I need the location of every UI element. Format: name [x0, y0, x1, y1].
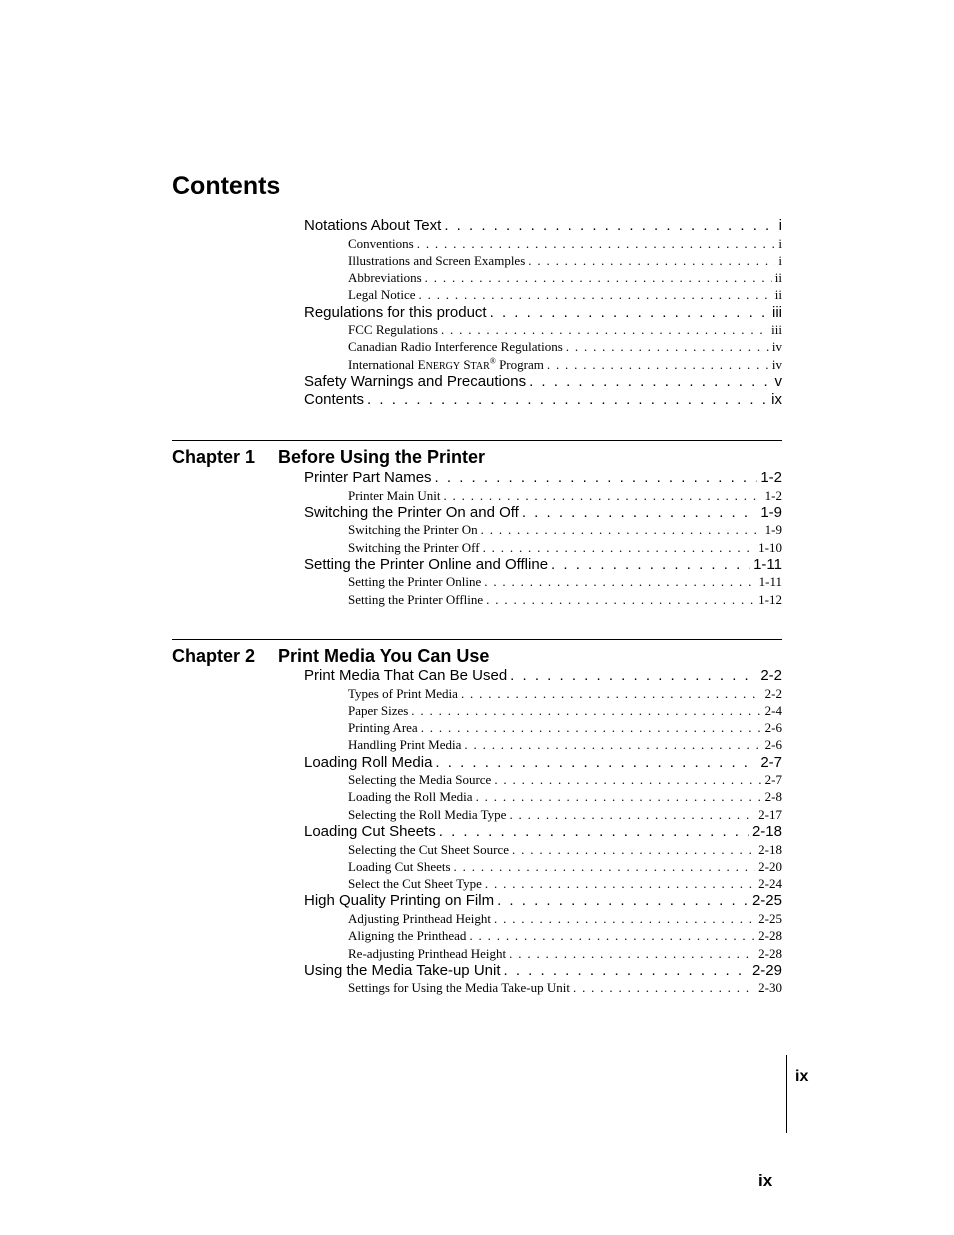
dot-leader: [522, 504, 757, 522]
toc-entry-title: Selecting the Media Source: [348, 772, 492, 788]
dot-leader: [494, 771, 761, 788]
chapter-1-rule: [172, 440, 782, 441]
dot-leader: [486, 591, 755, 608]
toc-entry-title: Loading Cut Sheets: [348, 858, 451, 874]
toc-entry-title: Selecting the Cut Sheet Source: [348, 841, 510, 857]
toc-page-number: 2-7: [760, 753, 782, 771]
toc-entry-title: Switching the Printer Off: [348, 539, 480, 555]
toc-page-number: i: [778, 252, 782, 268]
toc-page-number: 1-2: [764, 487, 782, 503]
toc-subentry[interactable]: [304, 591, 782, 608]
dot-leader: [529, 373, 771, 391]
chapter-2-number: Chapter 2: [172, 646, 256, 666]
dot-leader: [504, 962, 749, 980]
dot-leader: [573, 979, 755, 996]
dot-leader: [419, 286, 772, 303]
toc-page-number: ix: [771, 390, 782, 408]
toc-entry-title: Handling Print Media: [348, 737, 462, 753]
toc-entry-title: Illustrations and Screen Examples: [348, 252, 526, 268]
toc-entry-title: Print Media That Can Be Used: [304, 667, 508, 684]
toc-entry-title: Using the Media Take-up Unit: [304, 961, 501, 979]
toc-page-number: 2-25: [751, 892, 782, 910]
dot-leader: [454, 858, 756, 875]
toc-entry-title: Types of Print Media: [348, 685, 458, 701]
toc-subentry[interactable]: [304, 286, 782, 303]
toc-subentry[interactable]: [304, 736, 782, 753]
toc-entry[interactable]: [304, 823, 782, 841]
toc-page-number: ii: [774, 270, 782, 286]
toc-subentry[interactable]: [304, 521, 782, 538]
toc-page-number: iii: [772, 303, 782, 321]
toc-entry-title: Aligning the Printhead: [348, 928, 467, 944]
toc-subentry[interactable]: [304, 875, 782, 892]
toc-entry-title: Switching the Printer On and Off: [304, 503, 519, 521]
toc-entry-title: Adjusting Printhead Height: [348, 910, 491, 926]
toc-subentry[interactable]: [304, 573, 782, 590]
toc-subentry[interactable]: [304, 910, 782, 927]
dot-leader: [476, 788, 762, 805]
chapter-1-heading: [172, 447, 485, 468]
toc-entry[interactable]: [304, 962, 782, 980]
toc-page-number: 1-12: [758, 591, 782, 607]
toc-entry-title: Select the Cut Sheet Type: [348, 876, 482, 892]
toc-entry-title: Setting the Printer Online: [348, 574, 482, 590]
toc-page-number: 1-11: [758, 574, 782, 590]
toc-entry-title: Selecting the Roll Media Type: [348, 806, 507, 822]
dot-leader: [441, 321, 768, 338]
dot-leader: [566, 338, 769, 355]
chapter-2-heading: [172, 646, 489, 667]
toc-subentry[interactable]: [304, 235, 782, 252]
toc-page-number: 2-17: [758, 806, 782, 822]
toc-entry-title: FCC Regulations: [348, 322, 438, 338]
toc-subentry[interactable]: [304, 269, 782, 286]
dot-leader: [481, 521, 762, 538]
toc-entry-title: Contents: [304, 390, 365, 408]
toc-entry-title: Printing Area: [348, 720, 418, 736]
toc-entry-title: Setting the Printer Offline: [348, 591, 484, 607]
dot-leader: [510, 667, 757, 685]
toc-entry-title: Legal Notice: [348, 287, 416, 303]
toc-subentry[interactable]: [304, 356, 782, 373]
toc-subentry[interactable]: [304, 338, 782, 355]
toc-page-number: iii: [771, 322, 782, 338]
toc-subentry[interactable]: [304, 841, 782, 858]
toc-page-number: 2-20: [758, 858, 782, 874]
dot-leader: [411, 702, 761, 719]
toc-subentry[interactable]: [304, 719, 782, 736]
toc-page-number: 2-6: [764, 737, 782, 753]
toc-subentry[interactable]: [304, 539, 782, 556]
dot-leader: [484, 573, 755, 590]
dot-leader: [512, 841, 755, 858]
toc-page-number: i: [778, 217, 782, 234]
toc-page-number: v: [774, 373, 782, 391]
toc-subentry[interactable]: [304, 927, 782, 944]
toc-entry-title: Printer Part Names: [304, 469, 432, 486]
toc-entry-title: Conventions: [348, 235, 414, 251]
toc-subentry[interactable]: [304, 252, 782, 269]
toc-entry[interactable]: [304, 667, 782, 685]
toc-page-number: 2-24: [758, 876, 782, 892]
dot-leader: [461, 685, 762, 702]
toc-entry[interactable]: [304, 469, 782, 487]
toc-entry-title: Regulations for this product: [304, 303, 487, 321]
toc-entry-title: Loading the Roll Media: [348, 789, 473, 805]
toc-subentry[interactable]: [304, 806, 782, 823]
dot-leader: [464, 736, 761, 753]
toc-entry[interactable]: [304, 217, 782, 235]
toc-page-number: 2-29: [751, 961, 782, 979]
toc-entry-title: Switching the Printer On: [348, 522, 478, 538]
toc-entry-title: Safety Warnings and Precautions: [304, 373, 527, 391]
toc-subentry[interactable]: [304, 685, 782, 702]
toc-page-number: 2-28: [758, 928, 782, 944]
dot-leader: [425, 269, 772, 286]
toc-entry-title: High Quality Printing on Film: [304, 892, 495, 910]
toc-entry-title: International ENERGY STAR® Program: [348, 356, 544, 372]
dot-leader: [443, 487, 761, 504]
dot-leader: [421, 719, 762, 736]
toc-page-number: ii: [774, 287, 782, 303]
toc-entry[interactable]: [304, 754, 782, 772]
dot-leader: [435, 469, 758, 487]
chapter-1-number: Chapter 1: [172, 447, 256, 467]
toc-subentry[interactable]: [304, 702, 782, 719]
toc-entry-title: Abbreviations: [348, 270, 422, 286]
toc-entry-title: Loading Cut Sheets: [304, 823, 436, 841]
toc-page-number: 2-6: [764, 720, 782, 736]
toc-page-number: 2-28: [758, 945, 782, 961]
toc-entry-title: Paper Sizes: [348, 702, 409, 718]
toc-page-number: iv: [771, 339, 782, 355]
toc-chapter-1: [304, 469, 782, 608]
dot-leader: [469, 927, 755, 944]
toc-page-number: 2-18: [751, 823, 782, 841]
toc-page-number: iv: [771, 356, 782, 372]
dot-leader: [444, 217, 775, 235]
toc-front-matter: [304, 217, 782, 408]
chapter-2-rule: [172, 639, 782, 640]
toc-entry-title: Re-adjusting Printhead Height: [348, 945, 507, 961]
dot-leader: [439, 823, 749, 841]
dot-leader: [494, 910, 755, 927]
toc-page-number: 2-2: [760, 667, 782, 684]
toc-page-number: 2-25: [758, 910, 782, 926]
toc-subentry[interactable]: [304, 321, 782, 338]
toc-page-number: 1-11: [753, 555, 782, 573]
toc-entry-title: Canadian Radio Interference Regulations: [348, 339, 563, 355]
toc-entry[interactable]: [304, 504, 782, 522]
toc-subentry[interactable]: [304, 788, 782, 805]
toc-subentry[interactable]: [304, 979, 782, 996]
toc-page-number: 2-30: [758, 980, 782, 996]
toc-page-number: 2-4: [764, 702, 782, 718]
toc-page-number: 2-7: [764, 772, 782, 788]
dot-leader: [435, 754, 757, 772]
dot-leader: [509, 806, 755, 823]
toc-page-number: i: [778, 235, 782, 251]
dot-leader: [483, 539, 756, 556]
toc-entry-title: Settings for Using the Media Take-up Unit: [348, 980, 570, 996]
toc-page-number: 2-8: [764, 789, 782, 805]
dot-leader: [497, 892, 749, 910]
dot-leader: [509, 945, 755, 962]
toc-chapter-2: [304, 667, 782, 997]
toc-page-number: 1-2: [760, 469, 782, 486]
toc-subentry[interactable]: [304, 487, 782, 504]
toc-page-number: 2-2: [764, 685, 782, 701]
dot-leader: [490, 304, 769, 322]
toc-entry-title: Notations About Text: [304, 217, 442, 234]
dot-leader: [367, 391, 768, 409]
dot-leader: [417, 235, 776, 252]
toc-entry[interactable]: [304, 892, 782, 910]
dot-leader: [551, 556, 750, 574]
toc-entry[interactable]: [304, 391, 782, 409]
dot-leader: [547, 356, 769, 373]
toc-entry-title: Loading Roll Media: [304, 753, 433, 771]
toc-page-number: 1-10: [758, 539, 782, 555]
toc-entry[interactable]: [304, 373, 782, 391]
page-number: ix: [758, 1171, 773, 1190]
toc-entry-title: Setting the Printer Online and Offline: [304, 555, 549, 573]
toc-subentry[interactable]: [304, 858, 782, 875]
toc-subentry[interactable]: [304, 945, 782, 962]
toc-subentry[interactable]: [304, 771, 782, 788]
thumb-tab-label: ix: [795, 1068, 809, 1085]
chapter-1-title: Before Using the Printer: [278, 447, 486, 467]
toc-entry[interactable]: [304, 556, 782, 574]
thumb-tab-divider: [786, 1055, 787, 1133]
chapter-2-title: Print Media You Can Use: [278, 646, 490, 666]
dot-leader: [485, 875, 755, 892]
dot-leader: [528, 252, 775, 269]
toc-page-number: 2-18: [758, 841, 782, 857]
toc-page-number: 1-9: [764, 522, 782, 538]
toc-entry[interactable]: [304, 304, 782, 322]
toc-entry-title: Printer Main Unit: [348, 487, 441, 503]
toc-page-number: 1-9: [760, 503, 782, 521]
page-title: Contents: [172, 172, 281, 200]
